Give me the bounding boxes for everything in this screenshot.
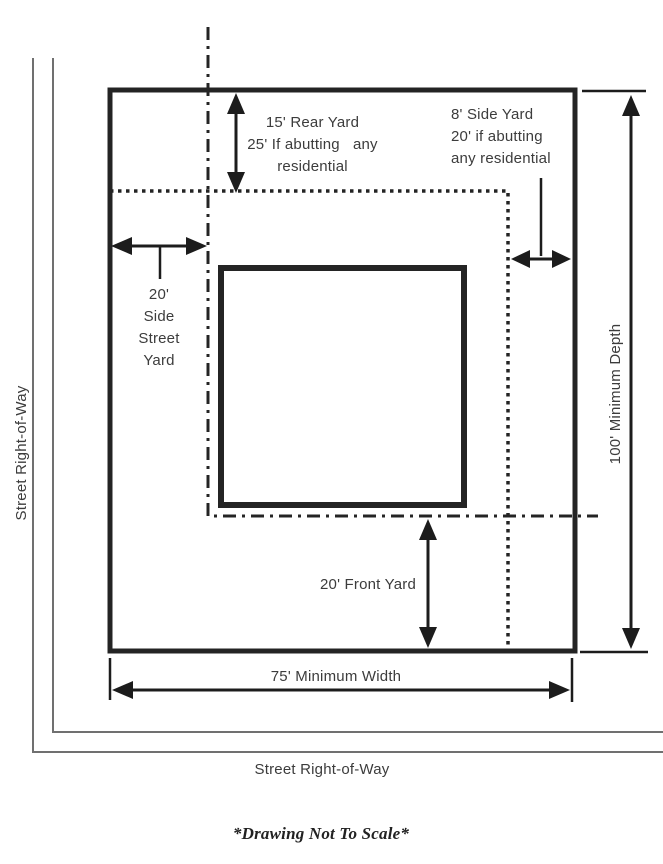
side-street-yard-dimension-arrow: [111, 237, 207, 279]
side-yard-line3: any residential: [451, 150, 551, 167]
side-yard-line1: 8' Side Yard: [451, 106, 534, 123]
scale-note-label: *Drawing Not To Scale*: [232, 824, 410, 843]
street-row-bottom-label: Street Right-of-Way: [254, 761, 390, 778]
building-envelope: [221, 268, 464, 505]
front-yard-label: 20' Front Yard: [320, 576, 416, 593]
street-row-left-label: Street Right-of-Way: [13, 385, 30, 521]
minimum-width-label: 75' Minimum Width: [270, 668, 402, 685]
centerline-dash-dot: [208, 27, 598, 516]
rear-yard-line1: 15' Rear Yard: [265, 114, 360, 131]
side-yard-dimension-arrow: [511, 178, 571, 268]
rear-yard-line2: 25' If abutting any: [247, 136, 378, 153]
rear-yard-line3: residential: [277, 158, 348, 175]
side-street-yard-line1: 20': [148, 286, 170, 303]
side-yard-label: [451, 104, 581, 170]
side-street-yard-line3: Street: [138, 330, 180, 347]
side-street-yard-line4: Yard: [143, 352, 175, 369]
side-street-yard-line2: Side: [143, 308, 175, 325]
side-yard-line2: 20' if abutting: [451, 128, 543, 145]
rear-yard-label: [230, 112, 395, 178]
minimum-depth-label: 100' Minimum Depth: [607, 323, 624, 465]
side-street-yard-label: [119, 284, 199, 372]
